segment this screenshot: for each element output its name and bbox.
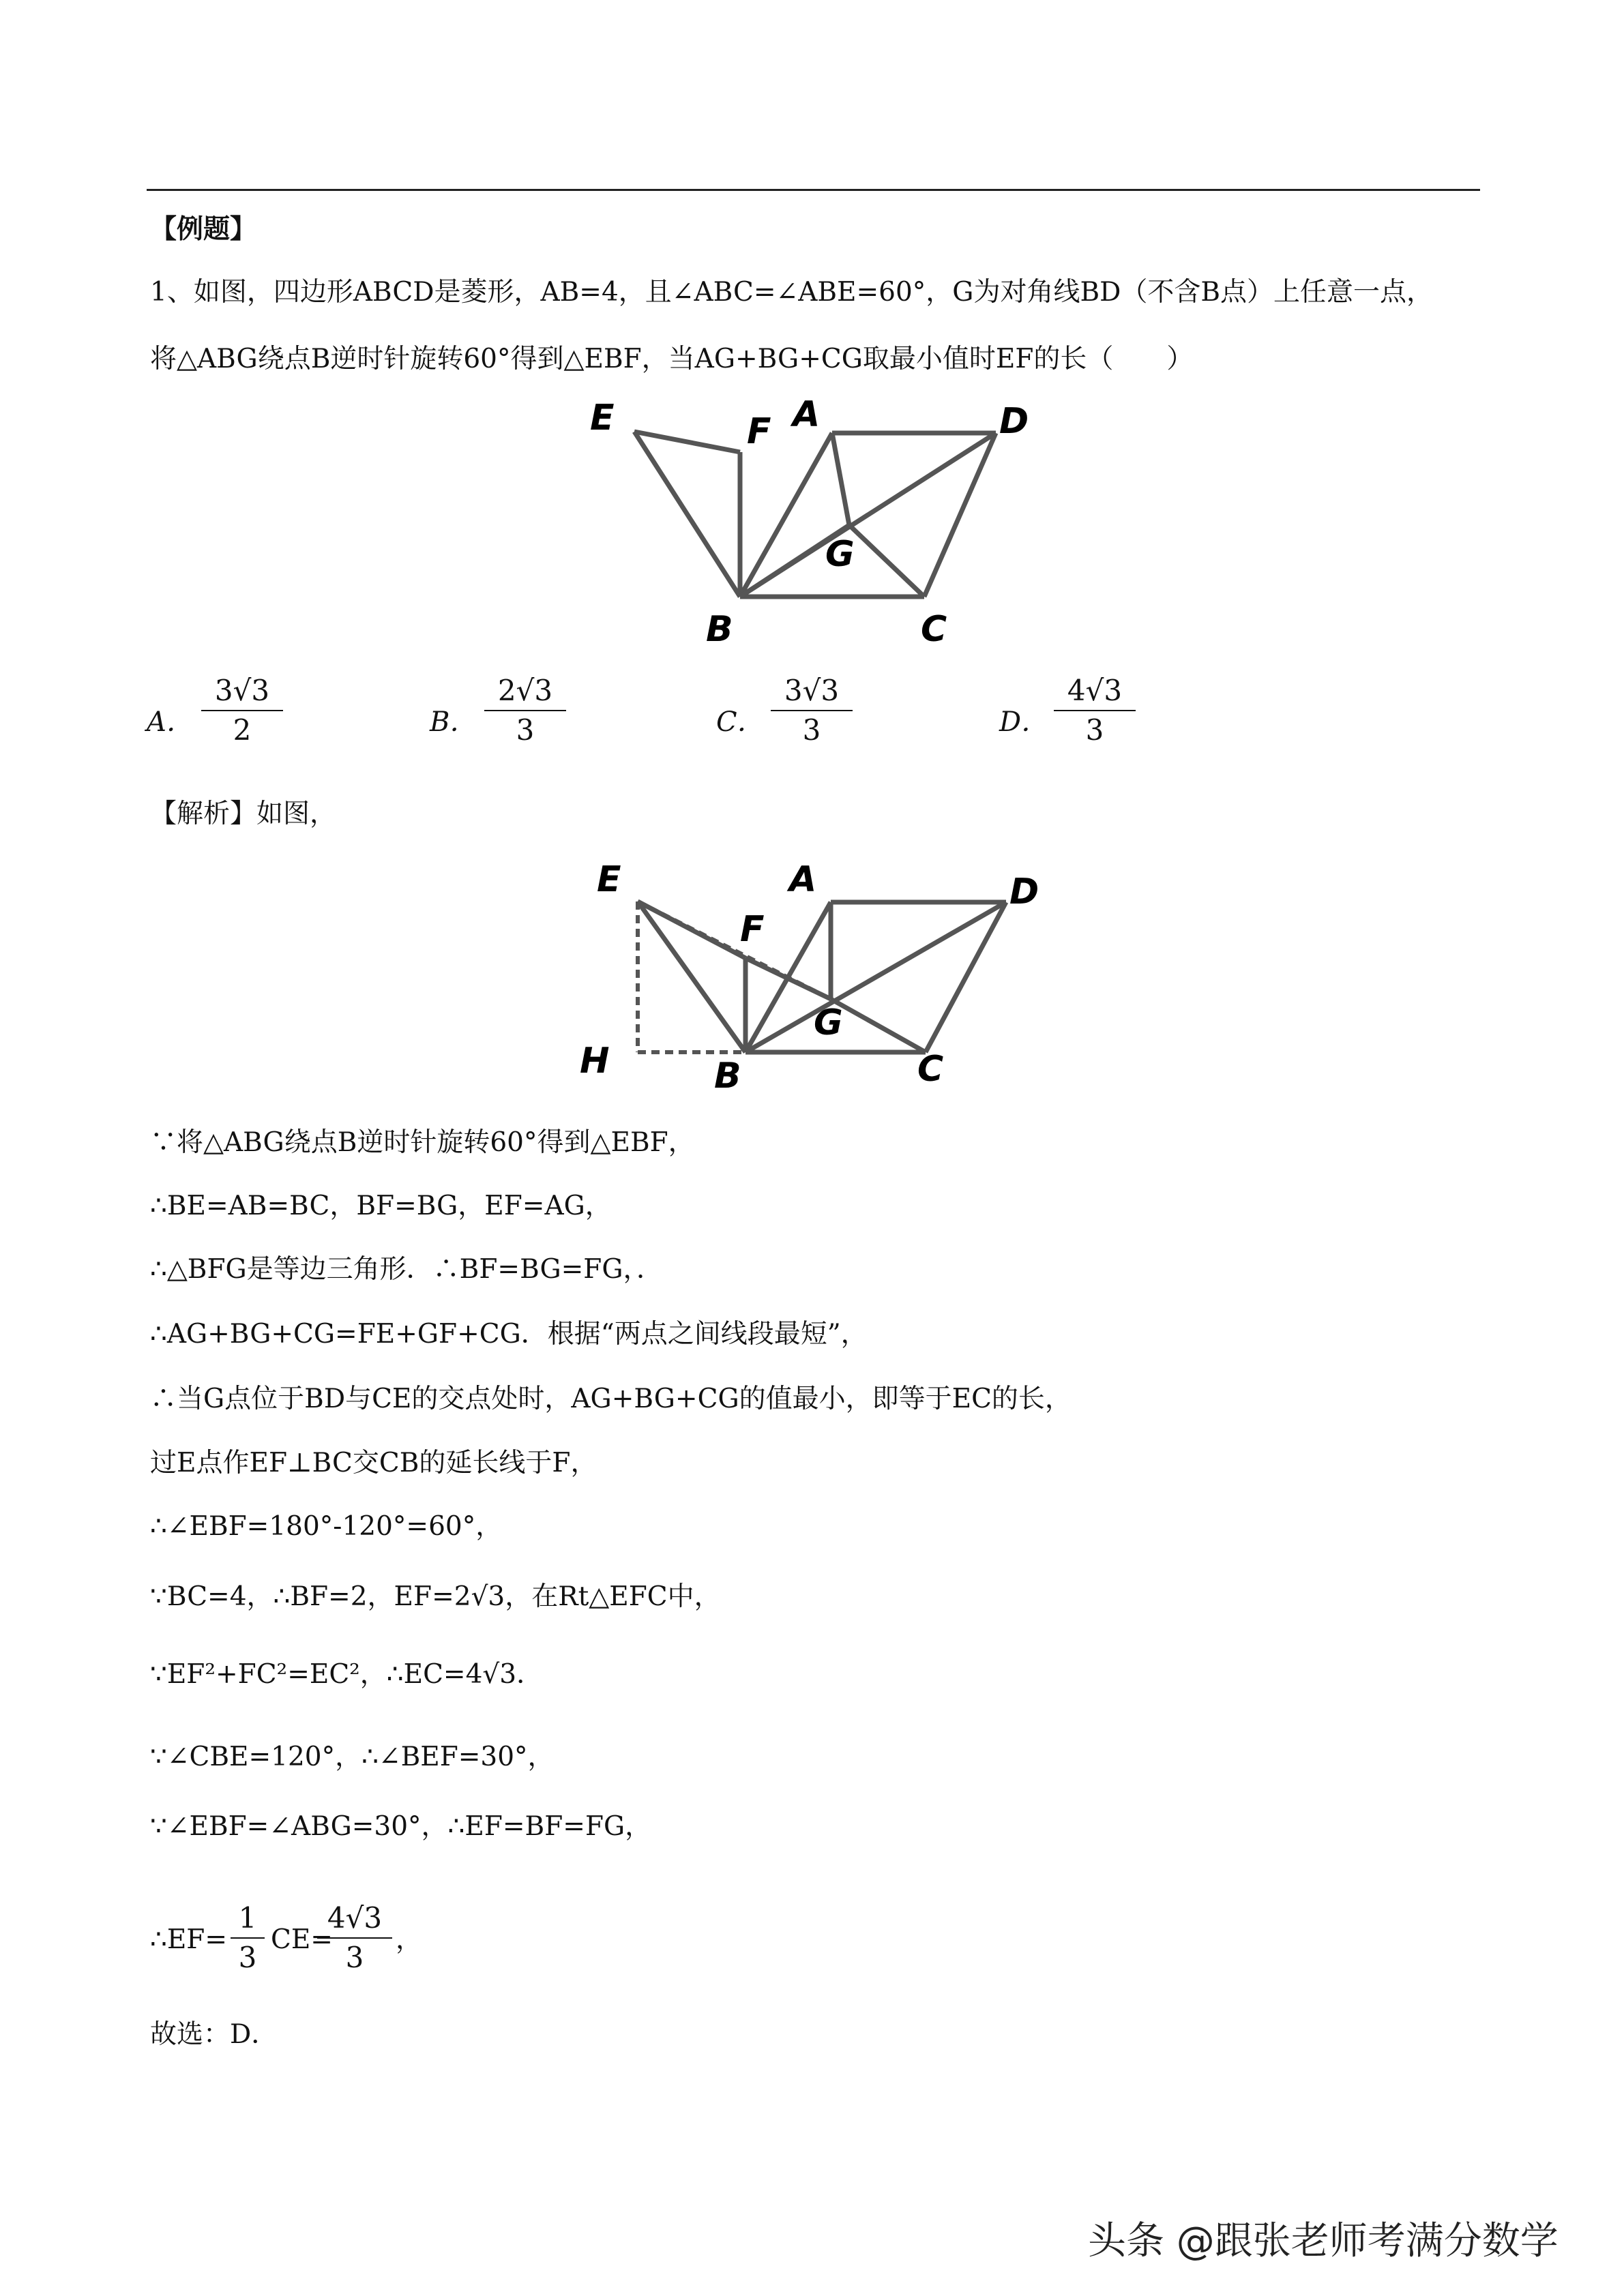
label2-G: G (814, 1002, 843, 1043)
option-c-numerator: 3√3 (771, 672, 853, 711)
analysis-intro: 【解析】如图， (150, 799, 337, 829)
segment-EF (634, 432, 740, 452)
option-b-denominator: 3 (516, 713, 535, 747)
label2-F: F (740, 909, 765, 950)
option-a-letter: A． (147, 706, 194, 738)
label2-E: E (597, 859, 621, 900)
option-c-denominator: 3 (802, 713, 821, 747)
option-c-fraction (771, 672, 853, 749)
final-prefix: ∴EF= (150, 1924, 228, 1955)
solution-line-8: ∵BC=4，∴BF=2，EF=2√3，在Rt△EFC中， (150, 1581, 721, 1612)
watermark: 头条 @跟张老师考满分数学 (1088, 2219, 1559, 2263)
solution-line-11: ∵∠EBF=∠ABG=30°，∴EF=BF=FG， (150, 1811, 652, 1842)
solution-line-7: ∴∠EBF=180°-120°=60°， (150, 1511, 503, 1542)
solution-line-10: ∵∠CBE=120°，∴∠BEF=30°， (150, 1742, 555, 1772)
figure-solution (570, 856, 1067, 1101)
option-b-letter: B． (430, 706, 477, 738)
option-a-fraction (201, 672, 283, 749)
label2-D: D (1009, 871, 1039, 912)
segment-GC (849, 525, 924, 597)
option-d-fraction (1054, 672, 1136, 749)
example-heading: 【例题】 (150, 213, 257, 245)
option-b-numerator: 2√3 (484, 672, 566, 711)
solution-line-3: ∴△BFG是等边三角形．∴BF=BG=FG，． (150, 1254, 664, 1285)
final-frac-2-den: 3 (345, 1941, 364, 1974)
option-c-letter: C． (716, 706, 765, 738)
final-middle: CE= (271, 1924, 333, 1955)
label-B: B (706, 609, 733, 650)
option-a-numerator: 3√3 (201, 672, 283, 711)
label-E: E (590, 399, 615, 438)
final-frac-2 (317, 1899, 392, 1977)
segment-AB (740, 433, 832, 597)
final-frac-1-den: 3 (238, 1941, 257, 1974)
segment-GC2 (831, 999, 926, 1052)
segment-AG (832, 433, 849, 525)
option-d-numerator: 4√3 (1054, 672, 1136, 711)
solution-line-6: 过E点作EF⊥BC交CB的延长线于F， (150, 1448, 597, 1478)
segment-EB (634, 432, 740, 597)
option-d-letter: D． (999, 706, 1049, 738)
label2-B: B (714, 1056, 741, 1097)
label-G: G (825, 534, 855, 575)
label2-A: A (789, 859, 817, 900)
solution-line-5: ∴当G点位于BD与CE的交点处时，AG+BG+CG的值最小，即等于EC的长， (150, 1384, 1072, 1414)
option-b-fraction (484, 672, 566, 749)
solution-line-1: ∵将△ABG绕点B逆时针旋转60°得到△EBF， (150, 1127, 695, 1158)
solution-line-9: ∵EF²+FC²=EC²，∴EC=4√3． (150, 1659, 544, 1690)
label-D: D (999, 401, 1029, 442)
top-rule (147, 189, 1480, 191)
question-line-2: 将△ABG绕点B逆时针旋转60°得到△EBF，当AG+BG+CG取最小值时EF的长（ ） (150, 344, 1194, 374)
final-frac-2-num: 4√3 (317, 1899, 392, 1939)
solution-line-4: ∴AG+BG+CG=FE+GF+CG．根据“两点之间线段最短”， (150, 1319, 868, 1350)
label-A: A (793, 399, 821, 435)
final-frac-1 (231, 1899, 265, 1977)
label-C: C (921, 609, 947, 650)
label-F: F (747, 411, 771, 452)
label2-H: H (580, 1041, 610, 1082)
solution-line-2: ∴BE=AB=BC，BF=BG，EF=AG， (150, 1191, 612, 1221)
segment-EB2 (638, 901, 745, 1052)
figure-rhombus-rotation (573, 399, 1064, 651)
question-line-1: 1、如图，四边形ABCD是菱形，AB=4，且∠ABC=∠ABE=60°，G为对角线BD（不含B点）上任意一点， (150, 277, 1434, 308)
label2-C: C (917, 1049, 944, 1090)
final-suffix: ， (396, 1924, 423, 1955)
final-frac-1-num: 1 (231, 1899, 265, 1939)
conclusion: 故选：D． (150, 2019, 278, 2050)
option-a-denominator: 2 (233, 713, 252, 747)
option-d-denominator: 3 (1085, 713, 1104, 747)
